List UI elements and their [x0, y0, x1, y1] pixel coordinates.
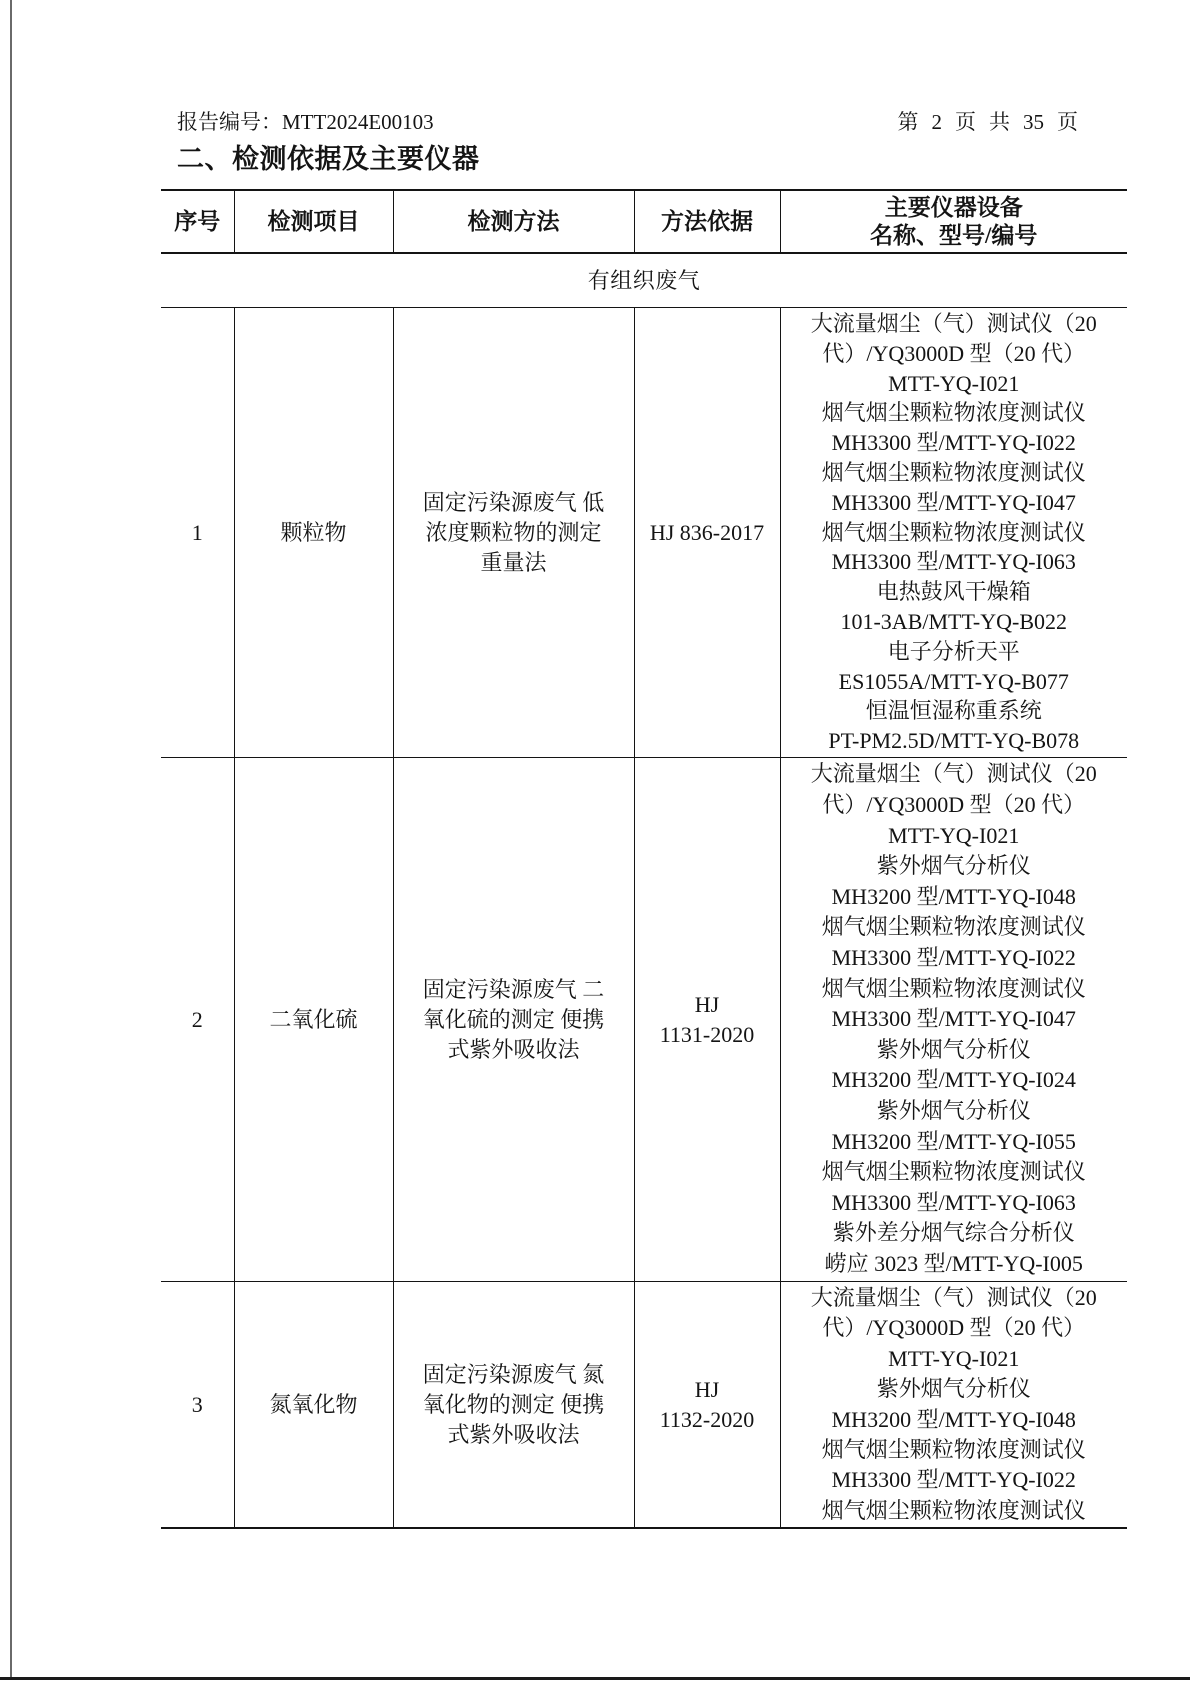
equipment-line: PT-PM2.5D/MTT-YQ-B078	[828, 728, 1080, 754]
method-line: 重量法	[480, 549, 547, 575]
equipment-line: 烟气烟尘颗粒物浓度测试仪	[821, 914, 1086, 940]
cell-basis	[634, 1282, 780, 1529]
cell-seq: 2	[161, 758, 234, 1282]
table-section-row	[161, 253, 1127, 308]
equipment-line: 烟气烟尘颗粒物浓度测试仪	[821, 400, 1086, 426]
page-suffix: 页	[1057, 110, 1078, 134]
method-line: 氧化物的测定 便携	[422, 1391, 605, 1417]
scan-edge-bottom	[0, 1677, 1190, 1680]
cell-equipment	[780, 758, 1127, 1282]
table-header-row	[161, 190, 1127, 253]
equipment-line: MH3200 型/MTT-YQ-I048	[831, 1406, 1076, 1432]
equipment-line: 烟气烟尘颗粒物浓度测试仪	[821, 460, 1086, 485]
equipment-line: MH3300 型/MTT-YQ-I022	[831, 945, 1076, 971]
equipment-line: 代）/YQ3000D 型（20 代）	[822, 792, 1086, 818]
table-row	[161, 1282, 1127, 1529]
equipment-line: MH3200 型/MTT-YQ-I024	[831, 1067, 1076, 1093]
column-header-equipment	[780, 190, 1127, 253]
equipment-line: 紫外烟气分析仪	[876, 1376, 1031, 1402]
cell-basis	[634, 308, 780, 758]
method-line: 固定污染源废气 二	[422, 976, 605, 1002]
cell-method	[393, 1282, 634, 1529]
current-page: 2	[931, 110, 942, 134]
basis-line: 1132-2020	[659, 1406, 755, 1432]
column-header-basis: 方法依据	[634, 190, 780, 253]
method-line: 浓度颗粒物的测定	[425, 519, 602, 545]
basis-line: 1131-2020	[659, 1021, 755, 1047]
equipment-line: 代）/YQ3000D 型（20 代）	[822, 1315, 1086, 1341]
basis-line: HJ	[694, 1376, 720, 1402]
equipment-line: MH3300 型/MTT-YQ-I022	[831, 430, 1076, 456]
equipment-line: 烟气烟尘颗粒物浓度测试仪	[821, 519, 1086, 545]
equipment-line: 代）/YQ3000D 型（20 代）	[822, 340, 1086, 366]
equipment-line: 烟气烟尘颗粒物浓度测试仪	[821, 1497, 1086, 1523]
cell-item: 氮氧化物	[234, 1282, 393, 1529]
total-prefix: 共	[989, 110, 1010, 134]
column-header-item: 检测项目	[234, 190, 393, 253]
cell-equipment	[780, 1282, 1127, 1529]
cell-item: 颗粒物	[234, 308, 393, 758]
section-title: 二、检测依据及主要仪器	[177, 144, 480, 174]
table-row	[161, 308, 1127, 758]
column-header-seq: 序号	[161, 190, 234, 253]
section-label: 有组织废气	[161, 253, 1127, 308]
equipment-line: 烟气烟尘颗粒物浓度测试仪	[821, 975, 1086, 1001]
equipment-line: MTT-YQ-I021	[888, 1345, 1020, 1371]
page-prefix: 第	[897, 110, 919, 134]
equipment-line: 紫外差分烟气综合分析仪	[832, 1220, 1075, 1246]
method-line: 固定污染源废气 氮	[422, 1361, 605, 1387]
equipment-line: MH3300 型/MTT-YQ-I063	[831, 549, 1076, 575]
basis-line: HJ 836-2017	[649, 519, 765, 545]
page-indicator	[898, 108, 1079, 136]
equipment-line: MH3300 型/MTT-YQ-I022	[831, 1467, 1076, 1493]
equipment-line: 恒温恒湿称重系统	[865, 698, 1042, 724]
equipment-line: MH3300 型/MTT-YQ-I047	[831, 1006, 1076, 1032]
cell-method	[393, 758, 634, 1282]
equipment-line: MTT-YQ-I021	[888, 370, 1020, 396]
total-pages: 35	[1023, 110, 1044, 134]
report-number-label: 报告编号：	[177, 110, 282, 134]
equipment-line: 101-3AB/MTT-YQ-B022	[840, 608, 1068, 634]
equipment-line: 崂应 3023 型/MTT-YQ-I005	[824, 1250, 1083, 1276]
equipment-line: 紫外烟气分析仪	[876, 853, 1031, 879]
equipment-line: MH3200 型/MTT-YQ-I055	[831, 1128, 1076, 1154]
cell-item: 二氧化硫	[234, 758, 393, 1282]
equipment-line: 紫外烟气分析仪	[876, 1097, 1031, 1123]
column-header-method: 检测方法	[393, 190, 634, 253]
equipment-line: 大流量烟尘（气）测试仪（20	[810, 311, 1097, 337]
equipment-line: ES1055A/MTT-YQ-B077	[838, 668, 1069, 694]
equipment-line: MH3200 型/MTT-YQ-I048	[831, 883, 1076, 909]
equipment-line: 大流量烟尘（气）测试仪（20	[810, 1284, 1097, 1310]
cell-method	[393, 308, 634, 758]
column-header-equipment-line: 名称、型号/编号	[870, 222, 1038, 248]
method-line: 氧化硫的测定 便携	[422, 1006, 605, 1032]
method-equipment-table	[161, 189, 1127, 1529]
basis-line: HJ	[694, 991, 720, 1017]
report-number-value: MTT2024E00103	[282, 110, 434, 134]
method-line: 式紫外吸收法	[447, 1421, 580, 1447]
equipment-line: 烟气烟尘颗粒物浓度测试仪	[821, 1436, 1086, 1462]
equipment-line: 电子分析天平	[887, 638, 1020, 664]
equipment-line: 大流量烟尘（气）测试仪（20	[810, 761, 1097, 787]
equipment-line: MTT-YQ-I021	[888, 822, 1020, 848]
method-line: 式紫外吸收法	[447, 1036, 580, 1062]
column-header-equipment-line: 主要仪器设备	[884, 194, 1023, 220]
table-row	[161, 758, 1127, 1282]
equipment-line: 紫外烟气分析仪	[876, 1036, 1031, 1062]
report-number	[177, 108, 434, 136]
cell-basis	[634, 758, 780, 1282]
page-unit: 页	[955, 110, 976, 134]
scan-edge-left	[10, 0, 12, 1678]
cell-seq: 1	[161, 308, 234, 758]
equipment-line: MH3300 型/MTT-YQ-I047	[831, 489, 1076, 515]
cell-equipment	[780, 308, 1127, 758]
equipment-line: 电热鼓风干燥箱	[876, 579, 1031, 605]
method-line: 固定污染源废气 低	[422, 489, 605, 515]
equipment-line: MH3300 型/MTT-YQ-I063	[831, 1189, 1076, 1215]
cell-seq: 3	[161, 1282, 234, 1529]
equipment-line: 烟气烟尘颗粒物浓度测试仪	[821, 1159, 1086, 1185]
